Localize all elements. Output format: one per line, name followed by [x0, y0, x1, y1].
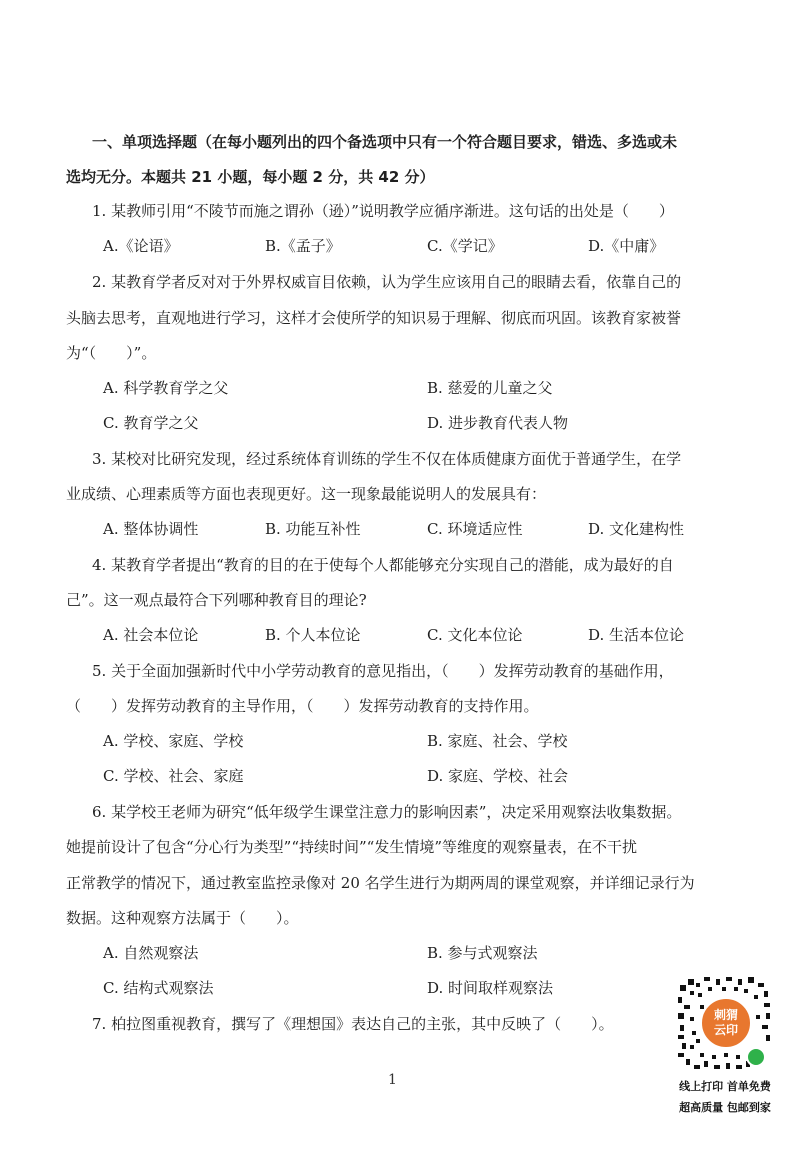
q5-option-b: B. 家庭、社会、学校 — [427, 732, 568, 750]
section-heading-line1: 一、单项选择题（在每小题列出的四个备选项中只有一个符合题目要求，错选、多选或未 — [92, 133, 678, 151]
print-service-qr-badge[interactable] — [664, 975, 786, 1115]
question-3-stem-line1: 3. 某校对比研究发现，经过系统体育训练的学生不仅在体质健康方面优于普通学生，在学 — [92, 450, 682, 468]
q1-option-d: D.《中庸》 — [588, 237, 665, 255]
question-2-stem-line3: 为“（ ）”。 — [66, 344, 157, 362]
q6-option-d: D. 时间取样观察法 — [427, 979, 554, 997]
question-1-stem: 1. 某教师引用“不陵节而施之谓孙（逊）”说明教学应循序渐进。这句话的出处是（ ） — [92, 202, 674, 220]
q3-option-d: D. 文化建构性 — [588, 520, 685, 538]
q4-option-c: C. 文化本位论 — [427, 626, 523, 644]
q2-option-d: D. 进步教育代表人物 — [427, 414, 569, 432]
question-4-stem-line2: 己”。这一观点最符合下列哪种教育目的理论? — [66, 591, 367, 609]
q6-option-c: C. 结构式观察法 — [103, 979, 214, 997]
q5-option-c: C. 学校、社会、家庭 — [103, 767, 244, 785]
q1-option-a: A.《论语》 — [103, 237, 179, 255]
question-2-stem-line2: 头脑去思考，直观地进行学习，这样才会使所学的知识易于理解、彻底而巩固。该教育家被誉 — [66, 309, 682, 327]
q2-option-a: A. 科学教育学之父 — [103, 379, 229, 397]
q6-option-a: A. 自然观察法 — [103, 944, 199, 962]
question-4-stem-line1: 4. 某教育学者提出“教育的目的在于使每个人都能够充分实现自己的潜能，成为最好的自 — [92, 556, 674, 574]
brand-name-line2: 云印 — [713, 1023, 738, 1037]
question-6-stem-line4: 数据。这种观察方法属于（ ）。 — [66, 909, 299, 927]
q4-option-d: D. 生活本位论 — [588, 626, 685, 644]
brand-name-line1: 刺猬 — [713, 1008, 738, 1022]
question-7-stem: 7. 柏拉图重视教育，撰写了《理想国》表达自己的主张，其中反映了（ ）。 — [92, 1015, 614, 1033]
q2-option-b: B. 慈爱的儿童之父 — [427, 379, 553, 397]
q5-option-a: A. 学校、家庭、学校 — [103, 732, 244, 750]
question-5-stem-line2: （ ）发挥劳动教育的主导作用，（ ）发挥劳动教育的支持作用。 — [66, 697, 539, 715]
qr-caption-line1: 线上打印 首单免费 — [679, 1080, 771, 1093]
q3-option-c: C. 环境适应性 — [427, 520, 523, 538]
mini-program-badge-icon — [746, 1047, 766, 1067]
q4-option-a: A. 社会本位论 — [103, 626, 199, 644]
qr-caption-line2: 超高质量 包邮到家 — [679, 1101, 771, 1114]
question-2-stem-line1: 2. 某教育学者反对对于外界权威盲目依赖，认为学生应该用自己的眼睛去看，依靠自己的 — [92, 273, 682, 291]
q4-option-b: B. 个人本位论 — [265, 626, 361, 644]
q5-option-d: D. 家庭、学校、社会 — [427, 767, 569, 785]
q1-option-b: B.《孟子》 — [265, 237, 341, 255]
q3-option-b: B. 功能互补性 — [265, 520, 361, 538]
question-6-stem-line3: 正常教学的情况下，通过教室监控录像对 20 名学生进行为期两周的课堂观察，并详细记录行为 — [66, 874, 695, 892]
section-heading-line2: 选均无分。本题共 21 小题，每小题 2 分，共 42 分） — [66, 168, 435, 186]
question-5-stem-line1: 5. 关于全面加强新时代中小学劳动教育的意见指出，（ ）发挥劳动教育的基础作用， — [92, 662, 674, 680]
q3-option-a: A. 整体协调性 — [103, 520, 199, 538]
page-number: 1 — [388, 1072, 397, 1088]
print-brand-logo — [700, 997, 752, 1049]
question-6-stem-line1: 6. 某学校王老师为研究“低年级学生课堂注意力的影响因素”，决定采用观察法收集数据。 — [92, 803, 682, 821]
q2-option-c: C. 教育学之父 — [103, 414, 199, 432]
question-6-stem-line2: 她提前设计了包含“分心行为类型”“持续时间”“发生情境”等维度的观察量表，在不干扰 — [66, 838, 638, 856]
q6-option-b: B. 参与式观察法 — [427, 944, 538, 962]
question-3-stem-line2: 业成绩、心理素质等方面也表现更好。这一现象最能说明人的发展具有： — [66, 485, 547, 503]
q1-option-c: C.《学记》 — [427, 237, 503, 255]
